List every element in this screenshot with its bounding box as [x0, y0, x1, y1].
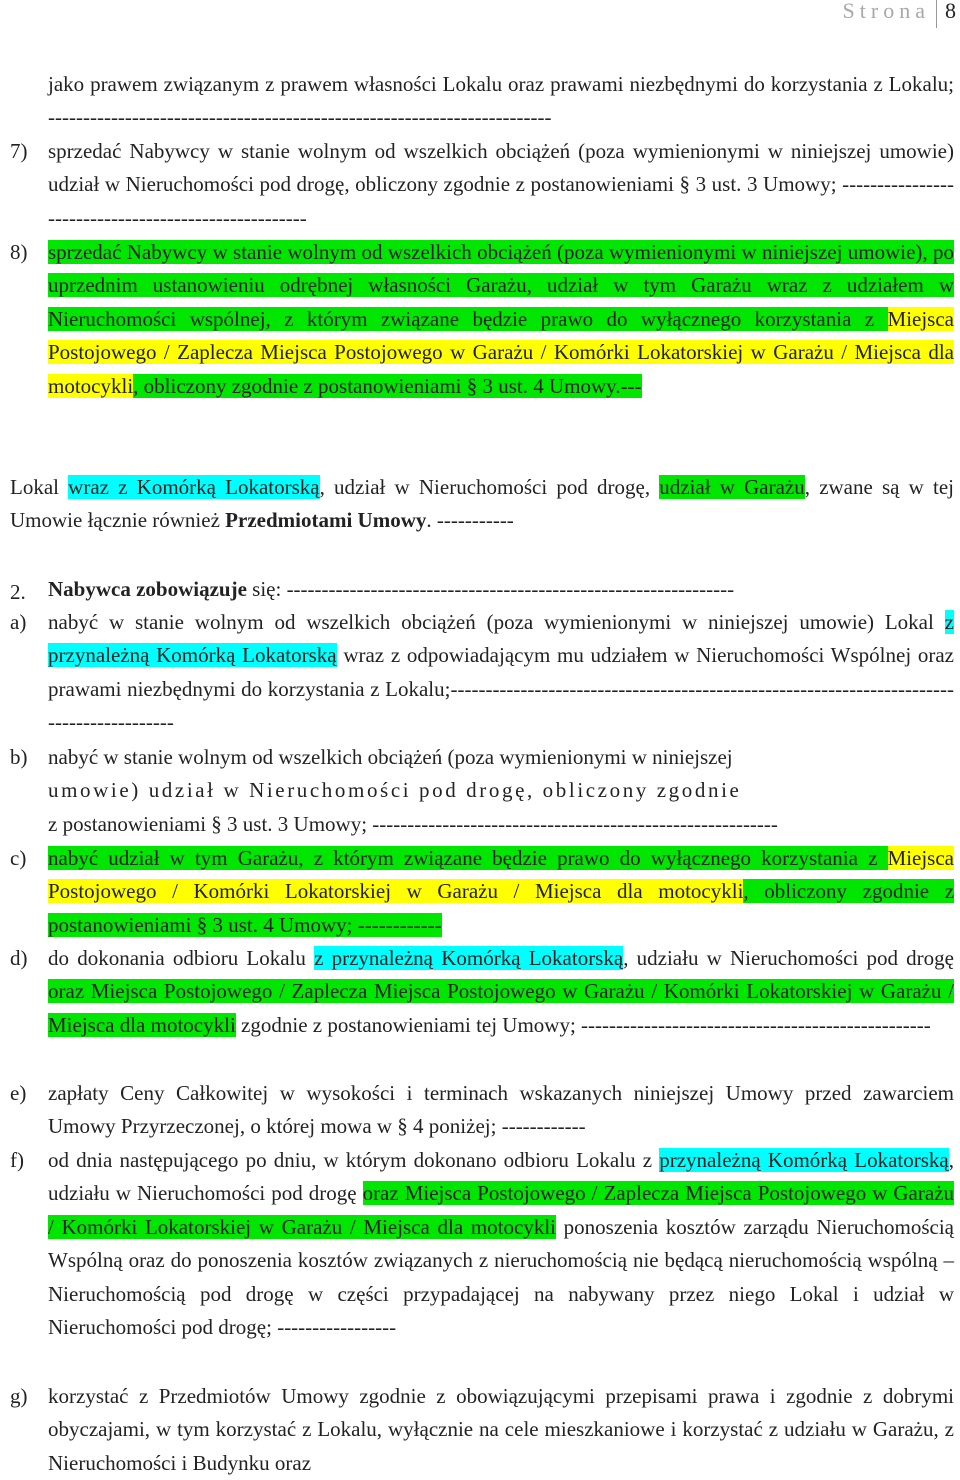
page-header [843, 0, 960, 22]
item-f-label: f) [10, 1148, 24, 1172]
item-f-highlight-cyan: przynależną Komórką Lokatorską [659, 1148, 949, 1172]
item-a-part: nabyć w stanie wolnym od wszelkich obciążeń (poza wymienionymi w niniejszej umowie) Lokal [48, 610, 945, 634]
item-d-label: d) [10, 946, 28, 970]
item-e-text [48, 1077, 954, 1144]
item-c-text [48, 842, 954, 942]
item-e-label: e) [10, 1081, 27, 1105]
item-d-highlight-cyan: z przynależną Komórką Lokatorską [314, 946, 624, 970]
item-b-text [48, 741, 954, 841]
summary-highlight-green: udział w Garażu [659, 475, 805, 499]
intro-paragraph [48, 68, 954, 135]
page-header-divider [936, 0, 937, 28]
item-a-label: a) [10, 610, 27, 634]
item-d-part: zgodnie z postanowieniami tej Umowy; -------------------------------------------------- [235, 1012, 931, 1037]
item-8-label: 8) [10, 240, 28, 264]
item-b-line-2: umowie) udział w Nieruchomości pod drogę, obliczony zgodnie [48, 778, 742, 803]
item-f-highlight-green: oraz Miejsca Postojowego / Zaplecza Miejsca Postojowego w Garażu / Komórki Lokatorskiej w Garażu / Miejsca dla motocykli [48, 1181, 954, 1239]
item-7-label: 7) [10, 139, 28, 163]
summary-part: , udział w Nieruchomości pod drogę, [319, 475, 660, 499]
summary-highlight-cyan: wraz z Komórką Lokatorską [68, 475, 320, 499]
item-a-part: wraz z odpowiadającym mu udziałem w Nieruchomości Wspólnej oraz prawami niezbędnymi do korzystania z Lokalu;------------------------------------------------------------------------------------------ [48, 643, 955, 735]
summary-part: Lokal [10, 475, 69, 499]
item-b-line-3: z postanowieniami § 3 ust. 3 Umowy; ---------------------------------------------------------- [48, 811, 778, 836]
item-f-part: , udziału w Nieruchomości pod drogę [48, 1148, 955, 1206]
item-d-highlight-green: oraz Miejsca Postojowego / Zaplecza Miejsca Postojowego w Garażu / Komórki Lokatorskiej w Garażu / Miejsca dla motocykli [48, 979, 954, 1037]
item-f-part: od dnia następującego po dniu, w którym dokonano odbioru Lokalu z [48, 1148, 660, 1172]
page-number: 8 [945, 0, 956, 23]
section-2-rest: się: ---------------------------------------------------------------- [246, 577, 735, 601]
item-d-part: , udziału w Nieruchomości pod drogę [623, 946, 954, 970]
item-g-part: korzystać z Przedmiotów Umowy zgodnie z obowiązującymi przepisami prawa i zgodnie z dobrymi obyczajami, w tym korzystać z Lokalu, wyłącznie na cele mieszkaniowe i korzystać z udziału w Garażu, z Nieruchomości i Budynku oraz [48, 1384, 954, 1475]
section-2-bold: Nabywca zobowiązuje [48, 577, 247, 601]
summary-part: . ----------- [426, 508, 514, 533]
section-2-label: 2. [10, 580, 26, 604]
item-8-highlight-yellow: Miejsca Postojowego / Zaplecza Miejsca Postojowego w Garażu / Komórki Lokatorskiej w Garażu / Miejsca dla motocykli [48, 306, 954, 398]
item-g-text [48, 1380, 954, 1480]
item-d-text [48, 942, 954, 1042]
item-c-highlight-green: nabyć udział w tym Garażu, z którym związane będzie prawo do wyłącznego korzystania z [48, 846, 888, 870]
item-f-part: ponoszenia kosztów zarządu Nieruchomością Wspólną oraz do ponoszenia kosztów związanych z nieruchomością nie będącą nieruchomością wspólną – Nieruchomością pod drogę w części przypadającej na nabywany przez niego Lokal i udział w Nieruchomości pod drogę; ----------------- [48, 1214, 954, 1340]
item-f-text [48, 1144, 954, 1344]
item-7-part: sprzedać Nabywcy w stanie wolnym od wszelkich obciążeń (poza wymienionymi w niniejszej umowie) udział w Nieruchomości pod drogę, obliczony zgodnie z postanowieniami § 3 ust. 3 Umowy; ----------------------------------------------------- [48, 139, 954, 230]
section-2-heading [48, 573, 954, 606]
item-8-text [48, 236, 954, 403]
item-d-part: do dokonania odbioru Lokalu [48, 946, 315, 970]
item-c-label: c) [10, 846, 27, 870]
item-c-highlight-green-end: , obliczony zgodnie z postanowieniami § 3 ust. 4 Umowy; ------------ [48, 879, 955, 937]
item-a-text [48, 606, 954, 740]
item-g-label: g) [10, 1384, 28, 1408]
item-b-label: b) [10, 745, 28, 769]
summary-bold-term: Przedmiotami Umowy [225, 508, 427, 533]
intro-text: jako prawem związanym z prawem własności Lokalu oraz prawami niezbędnymi do korzystania z Lokalu; ------------------------------------------------------------------------ [48, 72, 954, 130]
summary-paragraph [10, 471, 954, 538]
item-7-text [48, 135, 954, 235]
item-a-highlight-cyan: z przynależną Komórką Lokatorską [48, 610, 954, 668]
item-8-highlight-green-end: , obliczony zgodnie z postanowieniami § 3 ust. 4 Umowy.--- [133, 373, 642, 398]
item-c-highlight-yellow: Miejsca Postojowego / Komórki Lokatorskiej w Garażu / Miejsca dla motocykli [48, 846, 954, 904]
item-e-part: zapłaty Ceny Całkowitej w wysokości i terminach wskazanych niniejszej Umowy przed zawarciem Umowy Przyrzeczonej, o której mowa w § 4 poniżej; ------------ [48, 1081, 954, 1139]
page-header-label: Strona [842, 0, 930, 23]
item-b-line-1: nabyć w stanie wolnym od wszelkich obciążeń (poza wymienionymi w niniejszej [48, 745, 733, 769]
summary-part: , zwane są w tej Umowie łącznie również [10, 475, 955, 533]
item-8-highlight-green: sprzedać Nabywcy w stanie wolnym od wszelkich obciążeń (poza wymienionymi w niniejszej umowie), po uprzednim ustanowieniu odrębnej własności Garażu, udział w tym Garażu wraz z udziałem w Nieruchomości wspólnej, z którym związane będzie prawo do wyłącznego korzystania z [48, 240, 954, 331]
